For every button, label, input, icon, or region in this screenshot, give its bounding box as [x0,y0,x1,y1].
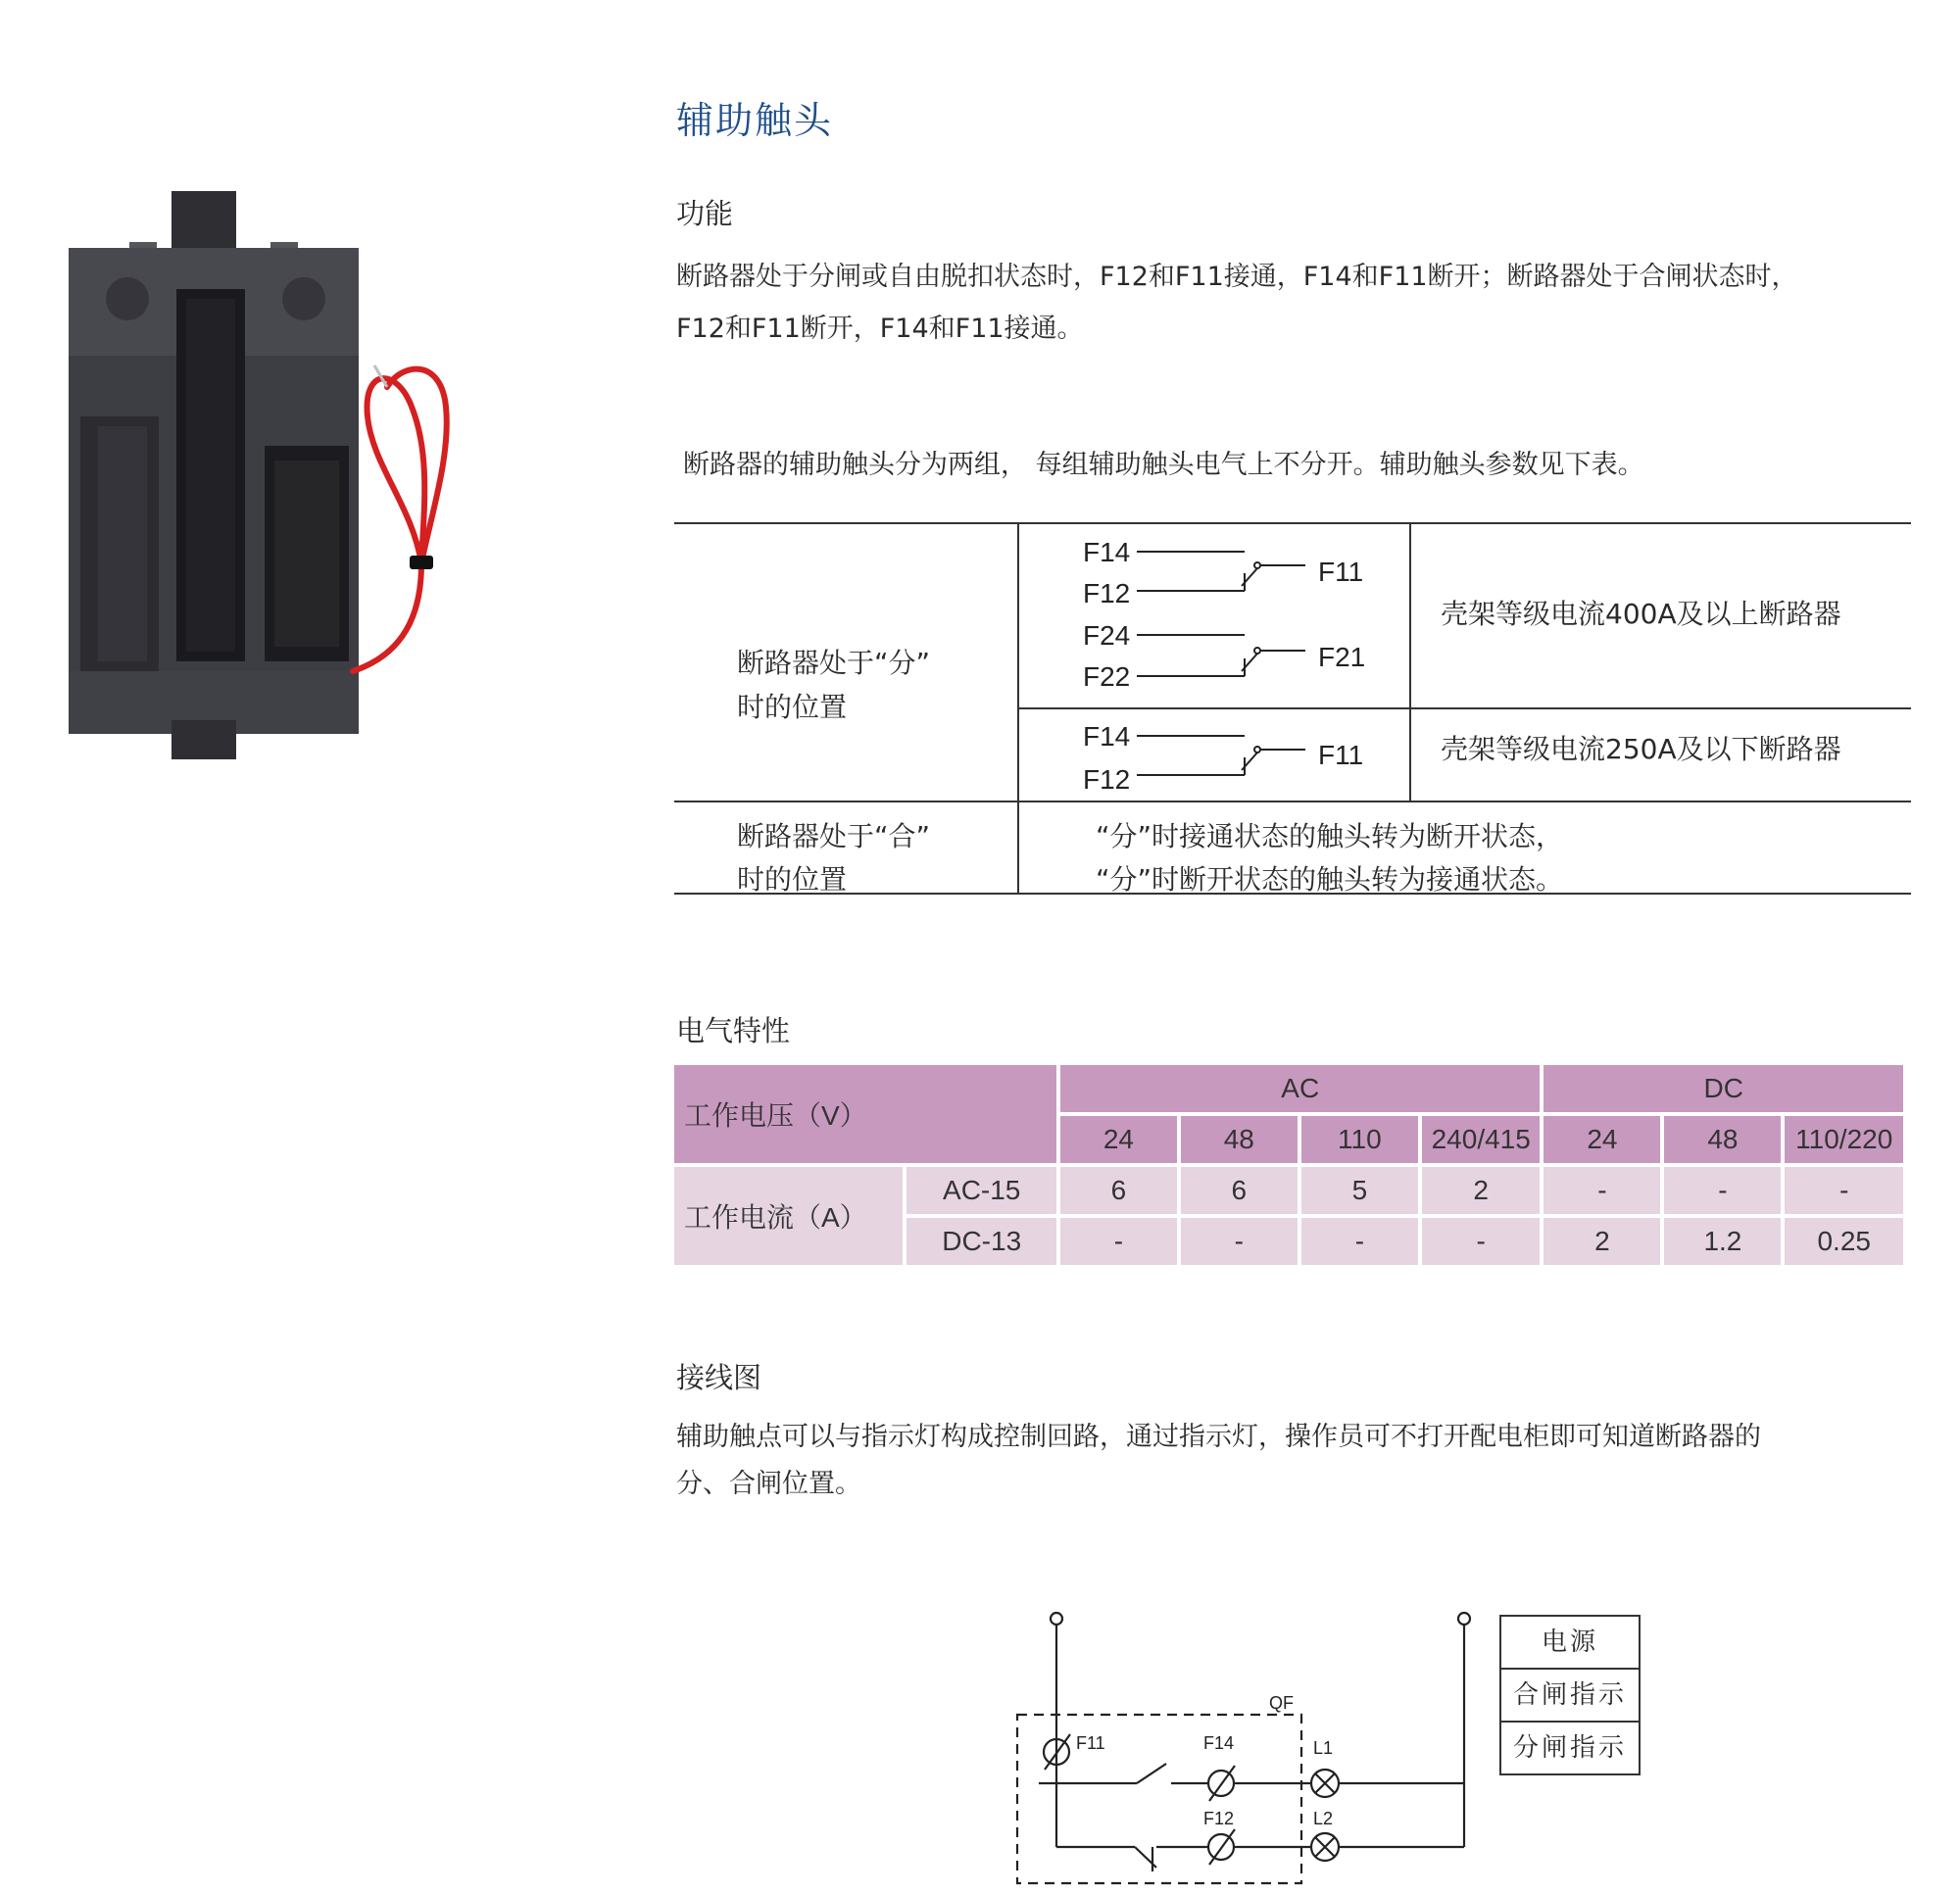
closed-desc-line2: “分”时断开状态的触头转为接通状态。 [1096,863,1564,896]
value-cell: 2 [1422,1167,1541,1214]
function-text-line2: F12和F11断开，F14和F11接通。 [676,314,1084,344]
dc-header: DC [1544,1065,1903,1112]
label-f11: F11 [1318,740,1364,770]
desc-400a: 壳架等级电流400A及以上断路器 [1441,598,1841,630]
value-cell: 6 [1181,1167,1298,1214]
value-cell: 5 [1301,1167,1418,1214]
legend-closed-indicator: 合闸指示 [1499,1668,1641,1723]
legend-power: 电源 [1499,1615,1641,1670]
voltage-cell: 24 [1544,1116,1660,1163]
label-qf: QF [1269,1693,1294,1713]
label-l2: L2 [1313,1809,1334,1828]
voltage-label: 工作电压（V） [674,1065,1056,1163]
page-title: 辅助触头 [676,99,834,142]
wiring-text-line1: 辅助触点可以与指示灯构成控制回路，通过指示灯，操作员可不打开配电柜即可知道断路器的 [676,1422,1761,1452]
desc-250a: 壳架等级电流250A及以下断路器 [1441,733,1841,765]
value-cell: - [1544,1167,1660,1214]
value-cell: 2 [1544,1218,1660,1265]
label-f11: F11 [1318,557,1364,587]
function-text-line1: 断路器处于分闸或自由脱扣状态时，F12和F11接通，F14和F11断开；断路器处于合闸状态时， [676,262,1798,292]
value-cell: - [1301,1218,1418,1265]
value-cell: - [1664,1167,1781,1214]
intro-text: 断路器的辅助触头分为两组， 每组辅助触头电气上不分开。辅助触头参数见下表。 [683,450,1644,480]
wiring-diagram [1000,1607,1490,1891]
legend-open-indicator: 分闸指示 [1499,1721,1641,1775]
open-position-label-line1: 断路器处于“分” [737,647,931,679]
value-cell: - [1422,1218,1541,1265]
label-l1: L1 [1313,1738,1334,1758]
label-f12: F12 [1083,578,1131,608]
label-f22: F22 [1083,661,1131,692]
value-cell: 0.25 [1785,1218,1903,1265]
value-cell: - [1060,1218,1177,1265]
label-f14: F14 [1203,1733,1235,1753]
table-row [674,1167,1903,1214]
function-heading: 功能 [676,197,734,230]
category-cell: AC-15 [906,1167,1056,1214]
label-f14: F14 [1083,537,1131,567]
category-cell: DC-13 [906,1218,1056,1265]
contact-diagram-250a [1078,713,1411,801]
voltage-cell: 240/415 [1422,1116,1541,1163]
label-f12: F12 [1203,1809,1235,1828]
open-position-label-line2: 时的位置 [737,691,848,723]
label-f14: F14 [1083,721,1131,752]
value-cell: - [1785,1167,1903,1214]
electrical-table [670,1061,1907,1269]
current-label: 工作电流（A） [674,1167,903,1265]
label-f24: F24 [1083,620,1131,651]
label-f11: F11 [1076,1733,1105,1753]
label-f21: F21 [1318,642,1366,672]
voltage-cell: 110/220 [1785,1116,1903,1163]
closed-position-label-line1: 断路器处于“合” [737,820,931,852]
label-f12: F12 [1083,764,1131,795]
wiring-heading: 接线图 [676,1361,762,1394]
voltage-cell: 48 [1181,1116,1298,1163]
electrical-heading: 电气特性 [676,1014,791,1047]
voltage-cell: 24 [1060,1116,1177,1163]
ac-header: AC [1060,1065,1541,1112]
contact-diagram-400a [1078,529,1411,701]
auxiliary-contact-photo [59,191,510,759]
value-cell: 1.2 [1664,1218,1781,1265]
value-cell: 6 [1060,1167,1177,1214]
voltage-cell: 110 [1301,1116,1418,1163]
voltage-cell: 48 [1664,1116,1781,1163]
closed-desc-line1: “分”时接通状态的触头转为断开状态， [1096,820,1564,852]
wiring-text-line2: 分、合闸位置。 [676,1469,861,1499]
closed-position-label-line2: 时的位置 [737,863,848,896]
value-cell: - [1181,1218,1298,1265]
